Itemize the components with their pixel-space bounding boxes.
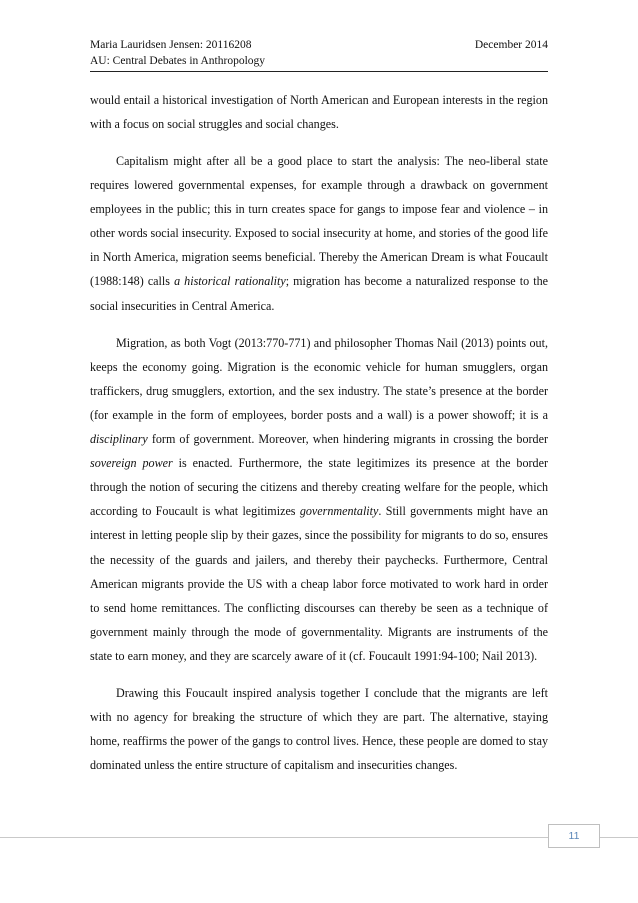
paragraph-2 bbox=[90, 149, 548, 318]
page-header bbox=[90, 37, 548, 69]
paragraph-2-text-b: ; migration has become a naturalized response to the social insecurities in Central America. bbox=[90, 274, 548, 313]
paragraph-3-text-b: form of government. Moreover, when hindering migrants in crossing the border bbox=[147, 432, 548, 447]
paragraph-3-emphasis-disciplinary: disciplinary bbox=[90, 432, 148, 447]
author-line: Maria Lauridsen Jensen: 20116208 bbox=[90, 39, 252, 51]
paragraph-3 bbox=[90, 331, 548, 668]
page-number: 11 bbox=[568, 830, 580, 842]
paragraph-3-text-a: Migration, as both Vogt (2013:770-771) and philosopher Thomas Nail (2013) points out, keeps the economy going. Migration is the economic vehicle for human smugglers, organ traffickers, drug smugglers, extortion, and the sex industry. The state’s presence at the border (for example in the form of employees, border posts and a wall) is a power showoff; it is a bbox=[90, 335, 548, 422]
paragraph-4: Drawing this Foucault inspired analysis together I conclude that the migrants are left with no agency for breaking the structure of which they are part. The alternative, staying home, reaffirms the power of the gangs to control lives. Hence, these people are domed to stay dominated unless the entire structure of capitalism and insecurities changes. bbox=[90, 685, 548, 773]
paragraph-3-text-d: . Still governments might have an interest in letting people slip by their gazes, since the possibility for migrants to do so, ensures the necessity of the guards and jailers, and thereby their paychecks. Furthermore, Central American migrants provide the US with a cheap labor force motivated to work hard in order to send home remittances. The conflicting discourses can thereby be seen as a technique of government mainly through the mode of governmentality. Migrants are instruments of the state to earn money, and they are scarcely aware of it (cf. Foucault 1991:94-100; Nail 2013). bbox=[90, 504, 548, 663]
paragraph-3-text-c: is enacted. Furthermore, the state legitimizes its presence at the border through the notion of securing the citizens and thereby creating welfare for the people, which according to Foucault is what legitimizes bbox=[90, 456, 548, 519]
paragraph-1: would entail a historical investigation of North American and European interests in the region with a focus on social struggles and social changes. bbox=[90, 93, 548, 131]
page-number-box bbox=[548, 824, 600, 848]
footer-rule bbox=[0, 837, 638, 838]
header-rule bbox=[90, 71, 548, 72]
paragraph-3-emphasis-sovereign-power: sovereign power bbox=[90, 456, 173, 471]
header-top-row bbox=[90, 37, 548, 53]
header-date: December 2014 bbox=[474, 39, 548, 51]
paragraph-2-emphasis-historical-rationality: a historical rationality bbox=[174, 274, 286, 289]
paragraph-2-text-a: Capitalism might after all be a good place to start the analysis: The neo-liberal state requires lowered governmental expenses, for example through a drawback on government employees in the public; this in turn creates space for gangs to impose fear and violence – in other words social insecurity. Exposed to social insecurity at home, and stories of the good life in North America, migration seems beneficial. Thereby the American Dream is what Foucault (1988:148) calls bbox=[90, 154, 548, 289]
document-body bbox=[90, 88, 548, 790]
course-line: AU: Central Debates in Anthropology bbox=[90, 55, 266, 67]
paragraph-3-emphasis-governmentality: governmentality bbox=[299, 504, 379, 519]
